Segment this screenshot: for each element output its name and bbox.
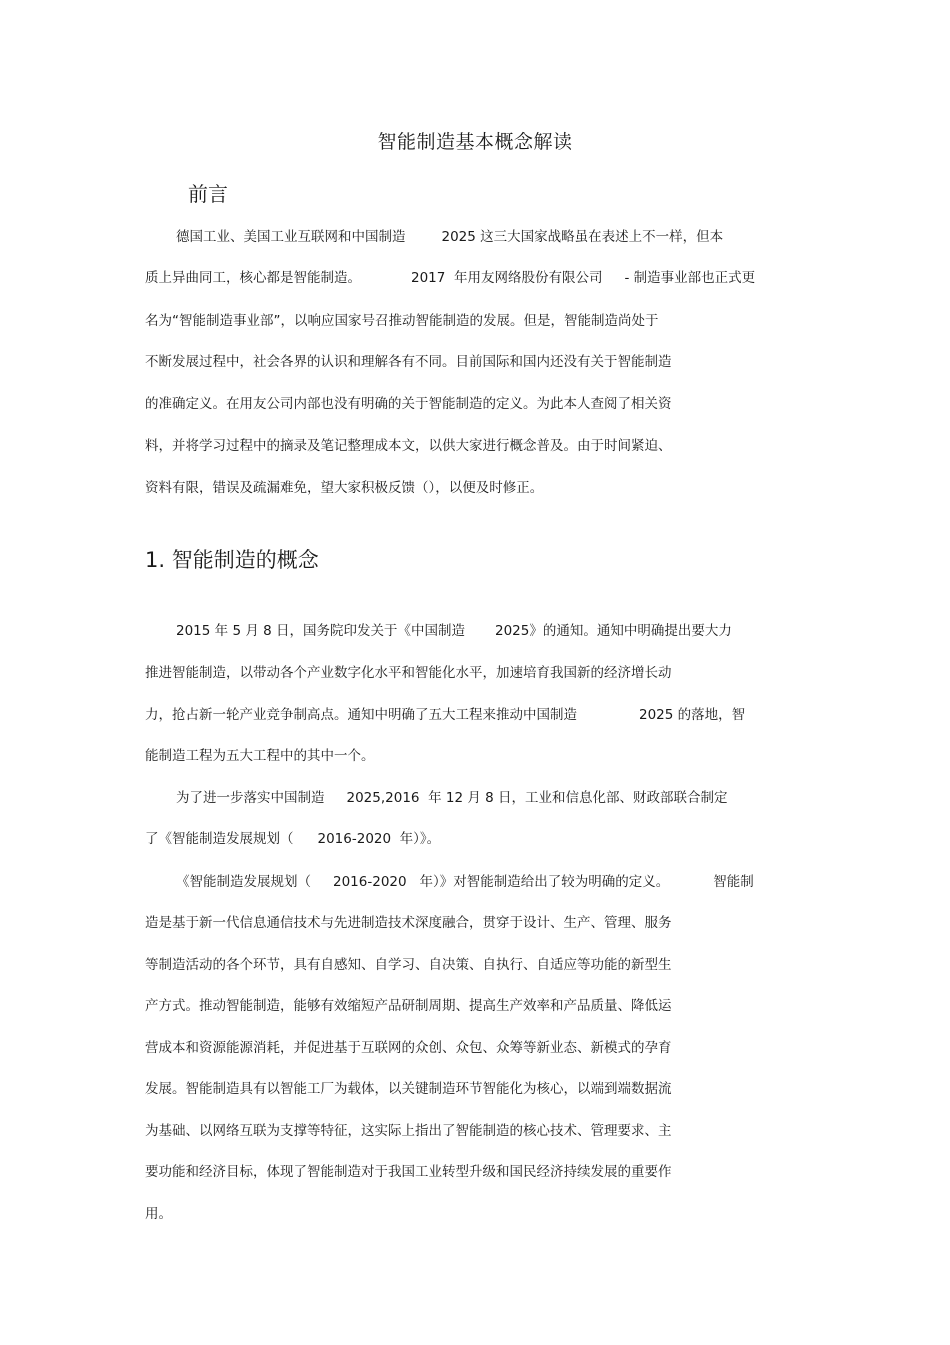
body-text: 力，抢占新一轮产业竞争制高点。通知中明确了五大工程来推动中国制造	[145, 707, 577, 723]
body-line	[176, 872, 754, 892]
preface-text: - 制造事业部也正式更	[624, 270, 756, 286]
body-text: 2025 的落地，智	[639, 707, 746, 723]
body-line: 要功能和经济目标，体现了智能制造对于我国工业转型升级和国民经济持续发展的重要作	[145, 1164, 672, 1180]
preface-text: 质上异曲同工，核心都是智能制造。	[145, 270, 361, 286]
preface-line: 资料有限，错误及疏漏难免，望大家积极反馈（），以便及时修正。	[145, 480, 544, 496]
body-text: 《智能制造发展规划（	[176, 874, 311, 890]
body-line: 能制造工程为五大工程中的其中一个。	[145, 748, 375, 764]
preface-line: 料，并将学习过程中的摘录及笔记整理成本文，以供大家进行概念普及。由于时间紧迫、	[145, 438, 672, 454]
body-line	[176, 788, 728, 808]
body-text: 2025》的通知。通知中明确提出要大力	[495, 623, 732, 639]
body-text: 2016-2020 年）》。	[317, 831, 441, 847]
body-line: 用。	[145, 1206, 172, 1222]
body-text: 2025,2016 年 12 月 8 日，工业和信息化部、财政部联合制定	[346, 790, 728, 806]
body-line: 为基础、以网络互联为支撑等特征，这实际上指出了智能制造的核心技术、管理要求、主	[145, 1123, 672, 1139]
preface-text: 2017 年用友网络股份有限公司	[411, 270, 603, 286]
preface-line: 不断发展过程中，社会各界的认识和理解各有不同。目前国际和国内还没有关于智能制造	[145, 354, 672, 370]
preface-line: 名为“智能制造事业部”，以响应国家号召推动智能制造的发展。但是，智能制造尚处于	[145, 313, 659, 329]
document-title: 智能制造基本概念解读	[377, 131, 573, 153]
preface-text: 2025 这三大国家战略虽在表述上不一样，但本	[441, 229, 724, 245]
body-text: 2016-2020 年）》对智能制造给出了较为明确的定义。	[333, 874, 670, 890]
body-line: 发展。智能制造具有以智能工厂为载体，以关键制造环节智能化为核心，以端到端数据流	[145, 1081, 672, 1097]
body-line	[176, 621, 732, 641]
body-text: 了《智能制造发展规划（	[145, 831, 294, 847]
preface-heading: 前言	[188, 182, 228, 206]
preface-line	[176, 227, 723, 247]
preface-line: 的准确定义。在用友公司内部也没有明确的关于智能制造的定义。为此本人查阅了相关资	[145, 396, 672, 412]
body-line: 造是基于新一代信息通信技术与先进制造技术深度融合，贯穿于设计、生产、管理、服务	[145, 915, 672, 931]
preface-line	[145, 268, 755, 288]
body-text: 为了进一步落实中国制造	[176, 790, 325, 806]
body-line	[145, 829, 440, 849]
body-line: 推进智能制造，以带动各个产业数字化水平和智能化水平，加速培育我国新的经济增长动	[145, 665, 672, 681]
body-line	[145, 705, 745, 725]
body-line: 等制造活动的各个环节，具有自感知、自学习、自决策、自执行、自适应等功能的新型生	[145, 957, 672, 973]
body-line: 产方式。推动智能制造，能够有效缩短产品研制周期、提高生产效率和产品质量、降低运	[145, 998, 672, 1014]
body-text: 智能制	[713, 874, 754, 890]
body-text: 2015 年 5 月 8 日，国务院印发关于《中国制造	[176, 623, 465, 639]
section-heading: 1. 智能制造的概念	[145, 548, 319, 572]
preface-text: 德国工业、美国工业互联网和中国制造	[176, 229, 406, 245]
body-line: 营成本和资源能源消耗，并促进基于互联网的众创、众包、众筹等新业态、新模式的孕育	[145, 1040, 672, 1056]
